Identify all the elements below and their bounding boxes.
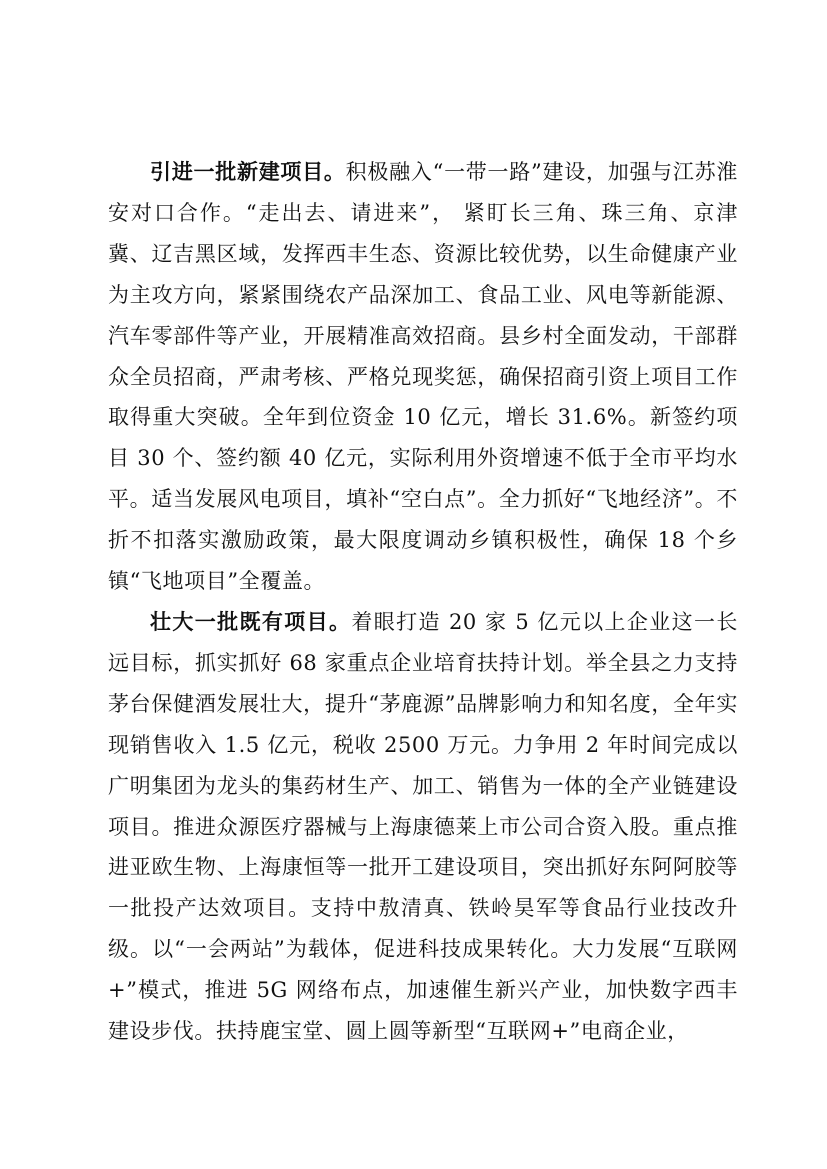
- paragraph-lead-heading: 壮大一批既有项目。: [150, 608, 352, 634]
- paragraph-new-projects: [108, 152, 738, 602]
- paragraph-text: 积极融入“一带一路”建设，加强与江苏淮安对口合作。“走出去、请进来”， 紧盯长三角、珠三角、京津冀、辽吉黑区域，发挥西丰生态、资源比较优势，以生命健康产业为主攻方向，紧紧围绕农产品深加工、食品工业、风电等新能源、汽车零部件等产业，开展精准高效招商。县乡村全面发动，干部群众全员招商，严肃考核、严格兑现奖惩，确保招商引资上项目工作取得重大突破。全年到位资金 10 亿元，增长 31.6%。新签约项目 30 个、签约额 40 亿元，实际利用外资增速不低于全市平均水平。适当发展风电项目，填补“空白点”。全力抓好“飞地经济”。不折不扣落实激励政策，最大限度调动乡镇积极性，确保 18 个乡镇“飞地项目”全覆盖。: [108, 160, 738, 594]
- paragraph-existing-projects: [108, 602, 738, 1052]
- paragraph-text: 着眼打造 20 家 5 亿元以上企业这一长远目标，抓实抓好 68 家重点企业培育扶持计划。举全县之力支持茅台保健酒发展壮大，提升“茅鹿源”品牌影响力和知名度，全年实现销售收入 1.5 亿元，税收 2500 万元。力争用 2 年时间完成以广明集团为龙头的集药材生产、加工、销售为一体的全产业链建设项目。推进众源医疗器械与上海康德莱上市公司合资入股。重点推进亚欧生物、上海康恒等一批开工建设项目，突出抓好东阿阿胶等一批投产达效项目。支持中敖清真、铁岭昊军等食品行业技改升级。以“一会两站”为载体，促进科技成果转化。大力发展“互联网+”模式，推进 5G 网络布点，加速催生新兴产业，加快数字西丰建设步伐。扶持鹿宝堂、圆上圆等新型“互联网+”电商企业，: [108, 609, 738, 1044]
- document-body: [108, 152, 738, 1052]
- paragraph-lead-heading: 引进一批新建项目。: [150, 159, 346, 184]
